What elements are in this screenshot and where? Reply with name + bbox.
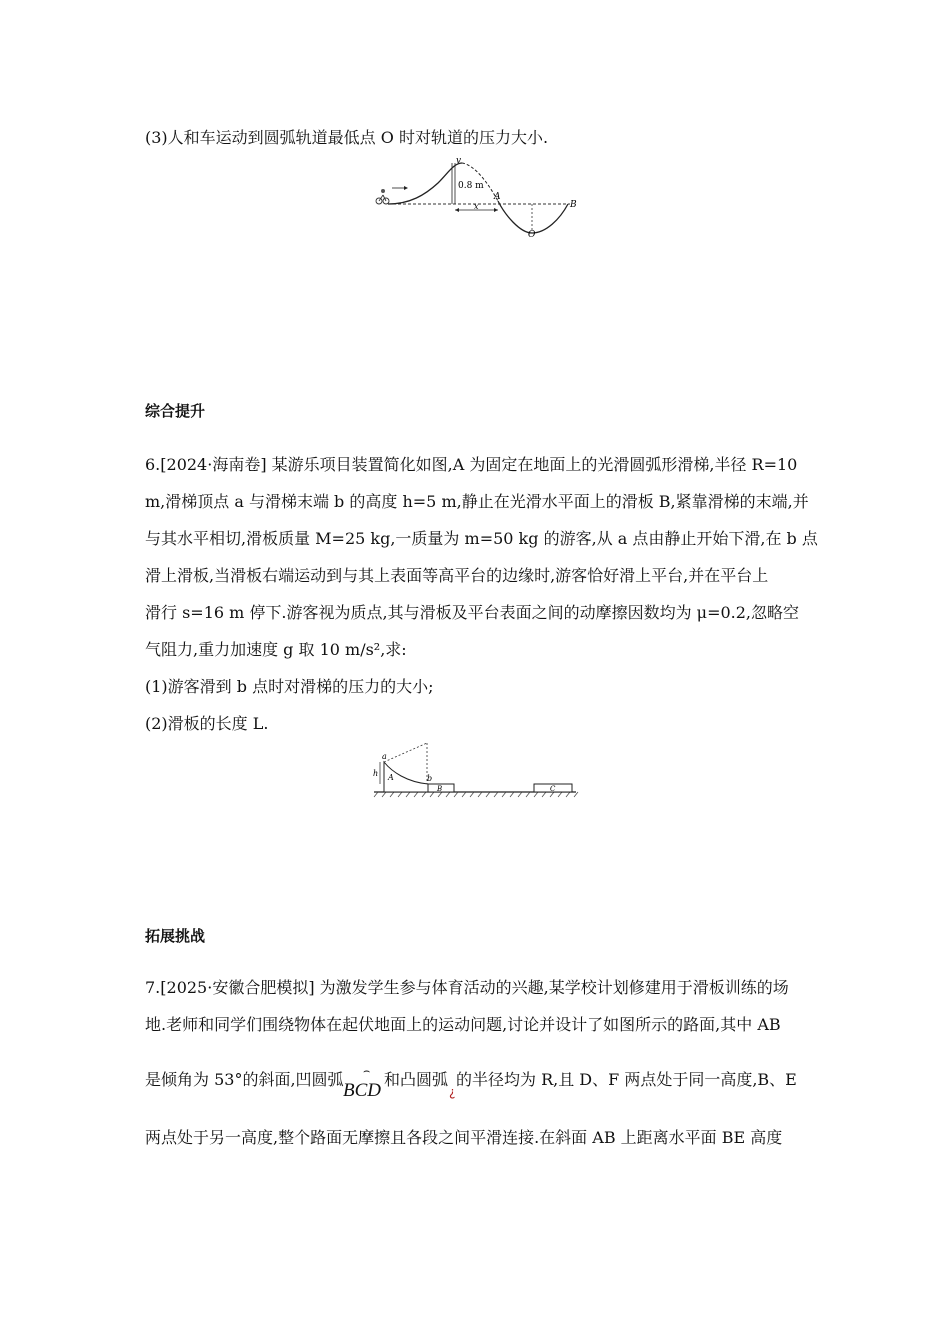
- section-heading-challenge: 拓展挑战: [145, 927, 206, 945]
- problem-7-line-3a: 是倾角为 53°的斜面,凹圆弧: [145, 1070, 344, 1089]
- fig1-b-label: B: [570, 200, 577, 210]
- problem-6-line-4: 滑上滑板,当滑板右端运动到与其上表面等高平台的边缘时,游客恰好滑上平台,并在平台上: [145, 566, 769, 585]
- problem-7-line-4: 两点处于另一高度,整个路面无摩擦且各段之间平滑连接.在斜面 AB 上距离水平面 BE 高度: [145, 1128, 783, 1147]
- fig1-a-label: A: [494, 192, 501, 202]
- fig2-h-label: h: [373, 769, 379, 778]
- question-3-text: (3)人和车运动到圆弧轨道最低点 O 时对轨道的压力大小.: [145, 128, 549, 147]
- problem-6-line-6: 气阻力,重力加速度 g 取 10 m/s²,求:: [145, 640, 407, 659]
- arc-def-mark: ¿: [449, 1085, 456, 1099]
- fig1-v-label: v: [456, 156, 462, 166]
- fig2-b-point-label: b: [427, 774, 433, 783]
- figure-wave-track: [370, 155, 590, 240]
- fig1-o-label: O: [528, 230, 536, 240]
- fig1-height-label: 0.8 m: [458, 181, 484, 191]
- fig2-slide-label: A: [388, 773, 394, 782]
- problem-7-line-2: 地.老师和同学们围绕物体在起伏地面上的运动问题,讨论并设计了如图所示的路面,其中 AB: [145, 1015, 781, 1034]
- arc-bcd-mark: ⌢: [363, 1064, 371, 1077]
- problem-6-line-3: 与其水平相切,滑板质量 M=25 kg,一质量为 m=50 kg 的游客,从 a 点由静止开始下滑,在 b 点: [145, 529, 818, 548]
- problem-7-line-3b: 和凸圆弧: [384, 1070, 449, 1089]
- section-heading-comprehensive: 综合提升: [145, 402, 206, 420]
- problem-6-line-5: 滑行 s=16 m 停下.游客视为质点,其与滑板及平台表面之间的动摩擦因数均为 μ=0.2,忽略空: [145, 603, 800, 622]
- problem-7-line-3c: 的半径均为 R,且 D、F 两点处于同一高度,B、E: [456, 1070, 797, 1089]
- fig1-x-label: x: [474, 202, 479, 211]
- fig2-platform-label: C: [550, 785, 556, 793]
- problem-7-line-1: 7.[2025·安徽合肥模拟] 为激发学生参与体育活动的兴趣,某学校计划修建用于滑板训练的场: [145, 978, 789, 997]
- fig2-a-label: a: [382, 752, 387, 761]
- problem-6-line-2: m,滑梯顶点 a 与滑梯末端 b 的高度 h=5 m,静止在光滑水平面上的滑板 B,紧靠滑梯的末端,并: [145, 492, 809, 511]
- arc-bcd-label: BCD: [343, 1080, 381, 1101]
- figure-slide-board: [372, 740, 582, 802]
- problem-6-line-7: (1)游客滑到 b 点时对滑梯的压力的大小;: [145, 677, 434, 696]
- problem-6-line-8: (2)滑板的长度 L.: [145, 714, 269, 733]
- cyclist-icon: [376, 189, 389, 204]
- problem-6-line-1: 6.[2024·海南卷] 某游乐项目装置简化如图,A 为固定在地面上的光滑圆弧形滑梯,半径 R=10: [145, 455, 798, 474]
- fig2-board-label: B: [437, 785, 443, 793]
